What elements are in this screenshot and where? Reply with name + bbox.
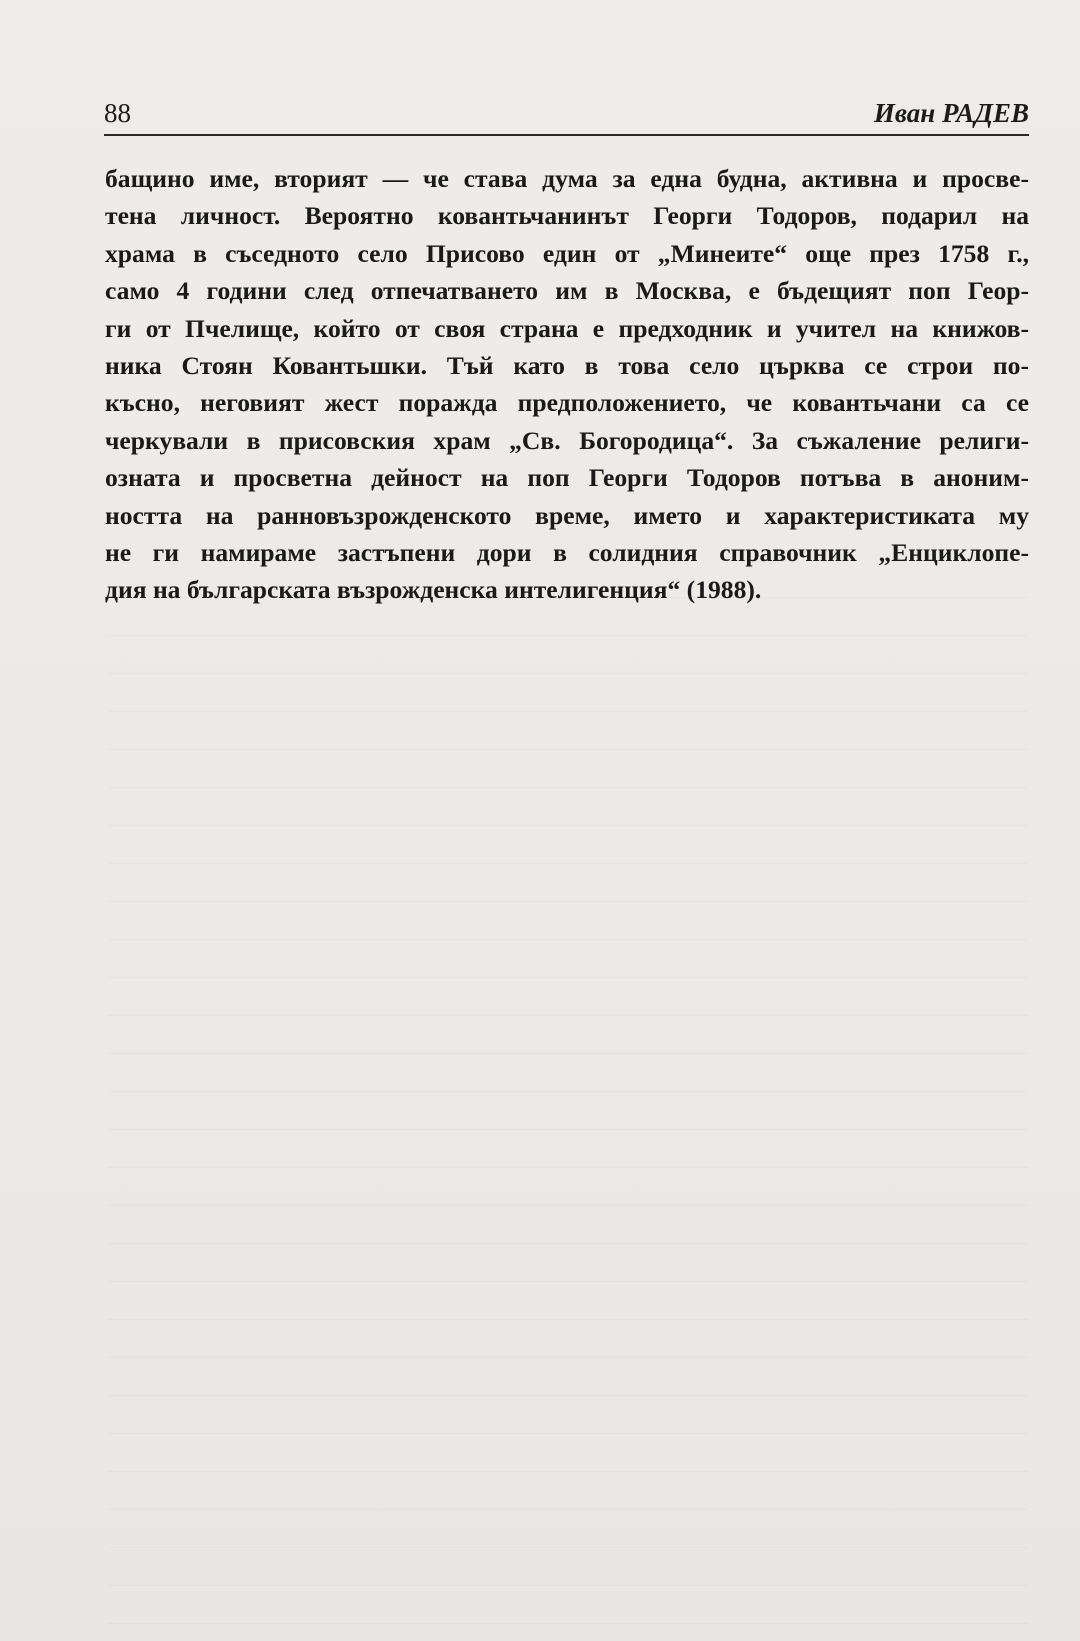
text-line: черкували в присовския храм „Св. Богородица“. За съжаление религи- (105, 425, 1029, 455)
text-line: бащино име, вторият — че става дума за една будна, активна и просве- (105, 164, 1029, 193)
text-line: дия на българската възрожденска интелигенция“ (1988). (105, 575, 762, 605)
text-line: ността на ранновъзрожденското време, името и характеристиката му (105, 500, 1029, 530)
text-line: не ги намираме застъпени дори в солидния справочник „Енциклопе- (105, 538, 1029, 568)
page-header (104, 92, 1029, 136)
text-line: късно, неговият жест поражда предположението, че ковантьчани са се (105, 388, 1029, 418)
page-number: 88 (104, 98, 131, 128)
text-line: озната и просветна дейност на поп Георги Тодоров потъва в аноним- (105, 463, 1029, 493)
text-line: ника Стоян Ковантьшки. Тъй като в това село църква се строи по- (105, 351, 1029, 381)
text-line: само 4 години след отпечатването им в Москва, е бъдещият поп Геор- (105, 276, 1029, 306)
body-paragraph (105, 160, 1029, 609)
text-line: ги от Пчелище, който от своя страна е предходник и учител на книжов- (105, 313, 1029, 343)
running-head-author: Иван РАДЕВ (873, 98, 1029, 128)
reverse-side-show-through (108, 560, 1028, 1624)
text-line: тена личност. Вероятно ковантьчанинът Георги Тодоров, подарил на (105, 201, 1029, 231)
text-line: храма в съседното село Присово един от „Минеите“ още през 1758 г., (105, 238, 1029, 268)
